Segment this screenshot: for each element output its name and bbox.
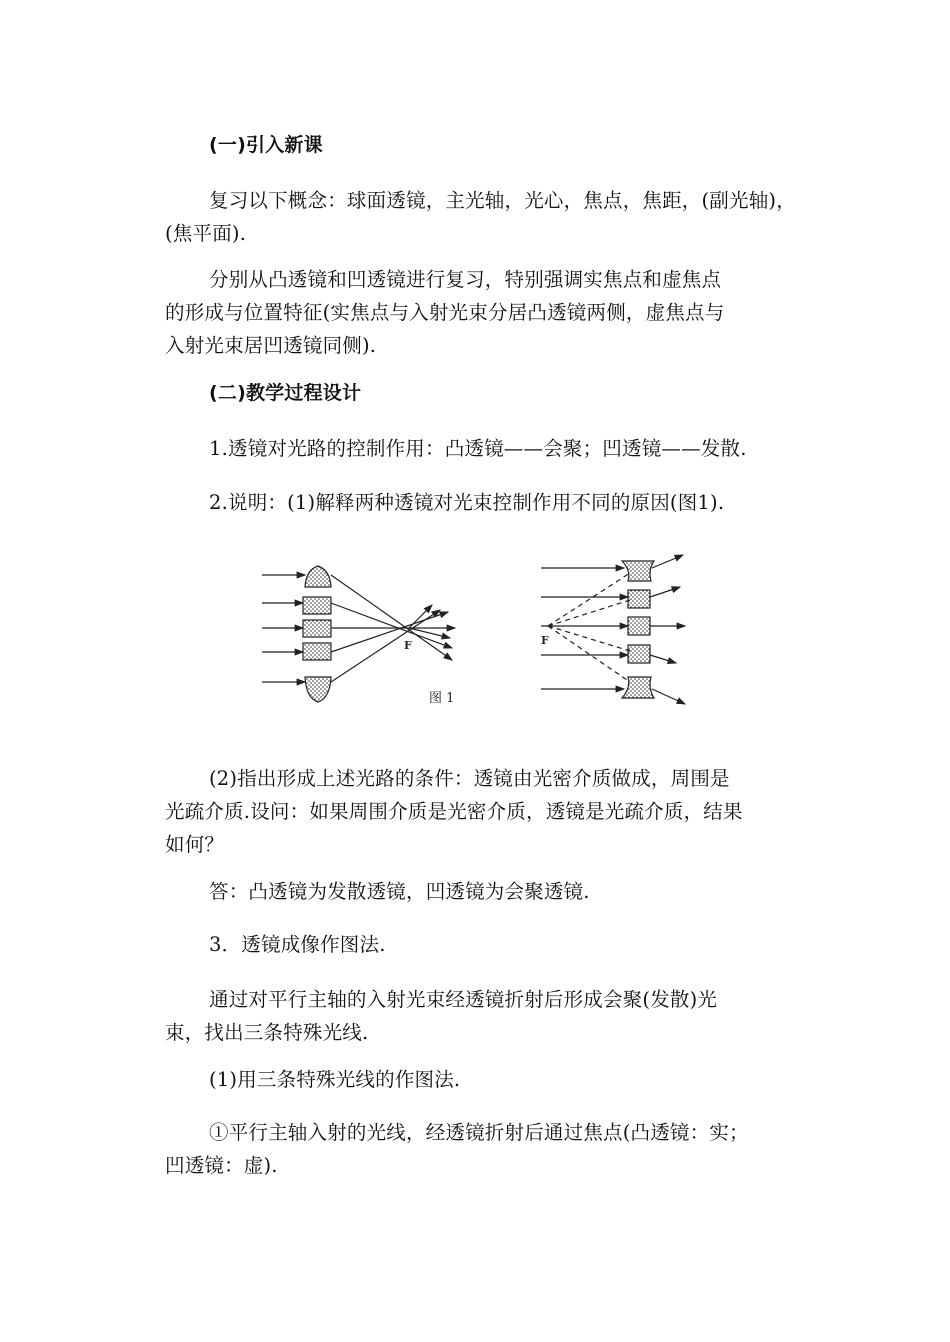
text-line: 如何？ xyxy=(165,833,225,856)
figure-1 xyxy=(255,548,705,723)
text-line: 复习以下概念：球面透镜，主光轴，光心，焦点，焦距，(副光轴)， xyxy=(209,189,796,212)
figure-caption: 图 1 xyxy=(429,691,455,706)
focus-label-right: F xyxy=(541,634,549,647)
paragraph-answer: 答：凸透镜为发散透镜，凹透镜为会聚透镜. xyxy=(209,880,590,903)
text-line: 入射光束居凹透镜同侧). xyxy=(165,334,377,357)
paragraph-three-rays: (1)用三条特殊光线的作图法. xyxy=(209,1068,461,1091)
text-line: 光疏介质.设问：如果周围介质是光密介质，透镜是光疏介质，结果 xyxy=(165,800,743,823)
focus-label-left: F xyxy=(404,639,412,652)
paragraph-parallel-ray xyxy=(165,1116,795,1182)
text-line: (焦平面). xyxy=(165,222,247,245)
paragraph-imaging-method: 3．透镜成像作图法. xyxy=(209,933,386,956)
text-line: 束，找出三条特殊光线. xyxy=(165,1021,369,1044)
paragraph-conditions xyxy=(165,762,795,861)
section-heading-2: (二)教学过程设计 xyxy=(209,382,362,404)
text-line: 通过对平行主轴的入射光束经透镜折射后形成会聚(发散)光 xyxy=(209,988,718,1011)
paragraph-review-concepts xyxy=(165,184,795,250)
paragraph-special-rays xyxy=(165,983,795,1049)
text-line: ①平行主轴入射的光线，经透镜折射后通过焦点(凸透镜：实； xyxy=(209,1121,749,1144)
convex-lens-diagram xyxy=(262,566,455,702)
concave-lens-diagram xyxy=(541,555,685,704)
section-heading-1: (一)引入新课 xyxy=(209,134,323,156)
paragraph-explanation: 2.说明：(1)解释两种透镜对光束控制作用不同的原因(图1). xyxy=(209,491,725,514)
paragraph-review-focus xyxy=(165,263,795,362)
paragraph-lens-control: 1.透镜对光路的控制作用：凸透镜——会聚；凹透镜——发散. xyxy=(209,437,747,460)
text-line: 凹透镜：虚). xyxy=(165,1154,278,1177)
text-line: 的形成与位置特征(实焦点与入射光束分居凸透镜两侧，虚焦点与 xyxy=(165,301,725,324)
text-line: 分别从凸透镜和凹透镜进行复习，特别强调实焦点和虚焦点 xyxy=(209,268,722,291)
text-line: (2)指出形成上述光路的条件：透镜由光密介质做成，周围是 xyxy=(209,767,730,790)
